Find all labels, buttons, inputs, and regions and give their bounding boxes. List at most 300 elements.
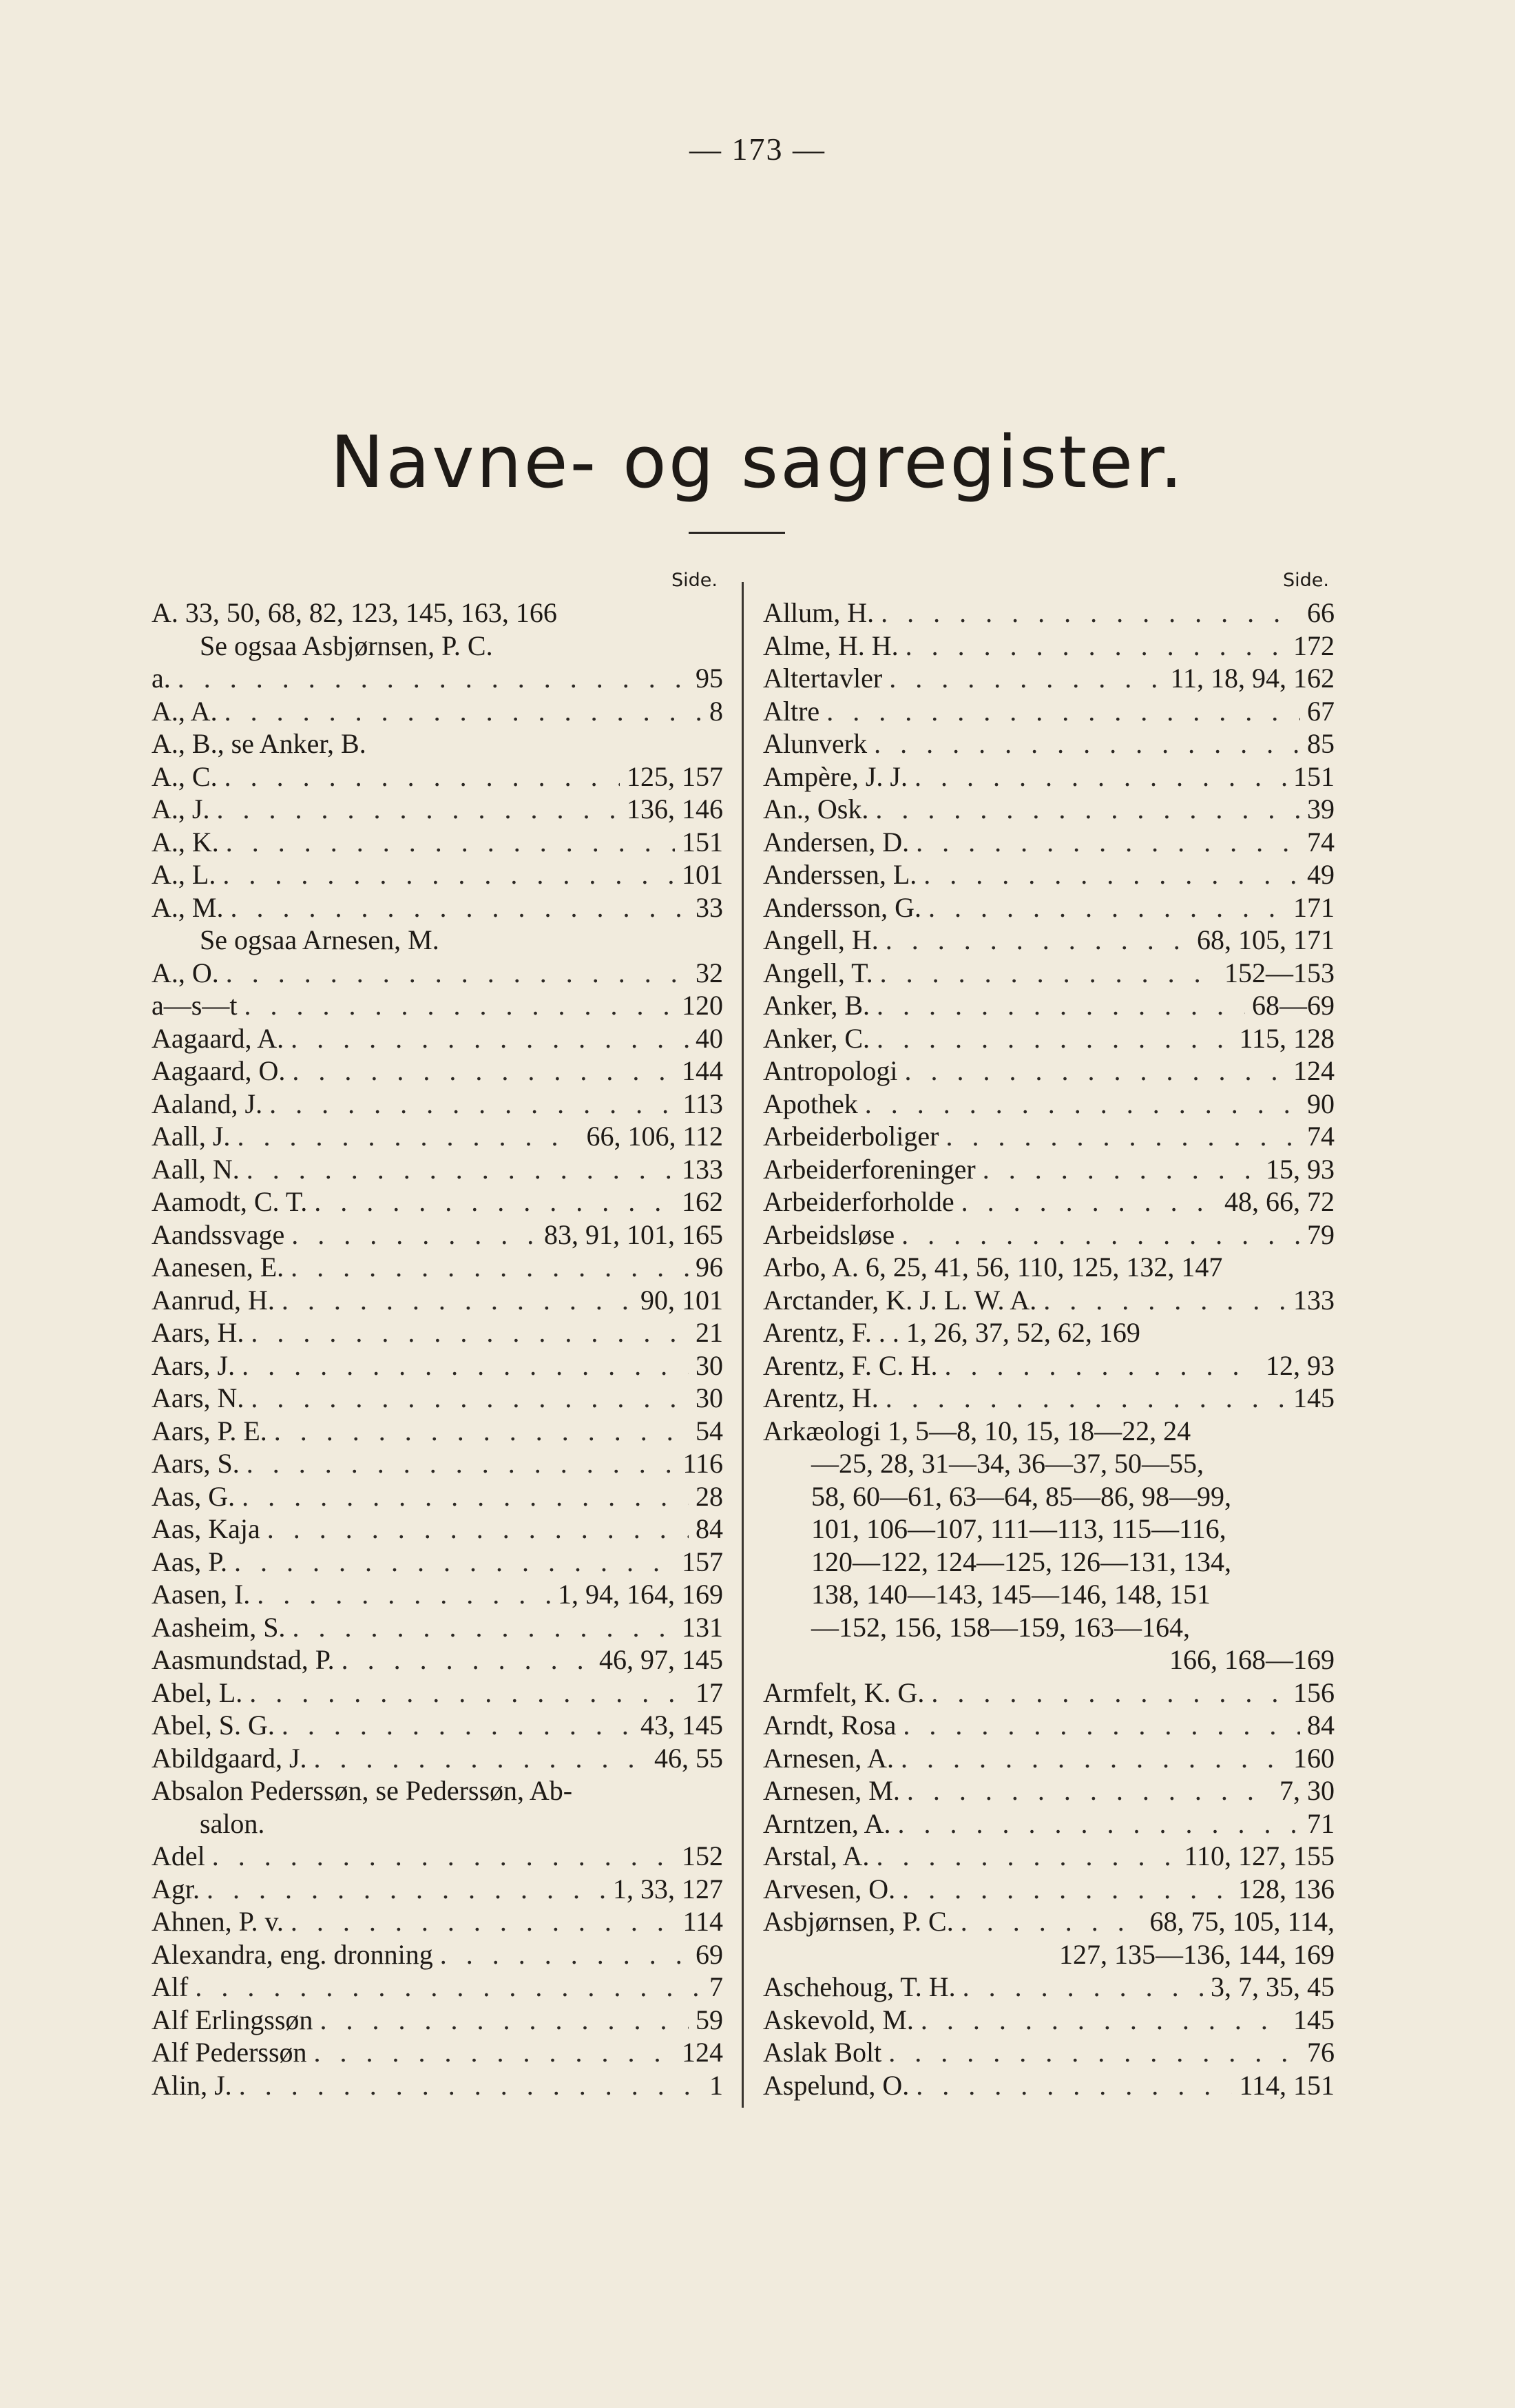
dot-leader [239,2069,702,2102]
entry-name: Arbeiderforeninger [763,1153,976,1185]
index-entry [152,1709,723,1742]
spacer [763,1938,1059,1971]
dot-leader [1043,1284,1286,1317]
index-entry [763,1807,1335,1840]
index-entry [152,1742,723,1775]
entry-pages: 136, 146 [627,793,723,824]
entry-pages: 90, 101 [640,1284,723,1316]
entry-name: Agr. [152,1873,200,1904]
entry-pages: 96 [696,1252,723,1283]
dot-leader [234,1546,675,1579]
entry-pages: 67 [1307,695,1335,727]
entry-text: Arbo, A. 6, 25, 41, 56, 110, 125, 132, 147 [763,1252,1223,1283]
entry-pages: 156 [1293,1677,1335,1708]
entry-name: Arentz, H. [763,1382,879,1413]
index-entry [763,1905,1335,1938]
index-entry [763,1185,1335,1218]
entry-name: Abildgaard, J. [152,1742,307,1774]
dot-leader [195,1971,702,2004]
entry-pages: 113 [682,1088,723,1119]
index-entry [763,1055,1335,1088]
entry-text: 101, 106—107, 111—113, 115—116, [811,1513,1226,1544]
entry-pages: 124 [1293,1055,1335,1086]
entry-name: Asbjørnsen, P. C. [763,1906,954,1937]
entry-name: Aamodt, C. T. [152,1186,308,1217]
index-entry [763,2004,1335,2037]
index-entry [763,1677,1335,1710]
entry-name: Alexandra, eng. dronning [152,1938,433,1970]
entry-pages: 66 [1307,597,1335,628]
dot-leader [212,1840,675,1873]
entry-pages: 166, 168—169 [1169,1644,1335,1675]
entry-pages: 101 [682,859,723,890]
entry-pages: 30 [696,1349,723,1381]
index-entry [763,727,1335,760]
dot-leader [903,1709,1300,1742]
dot-leader [901,1742,1286,1775]
entry-pages: 3, 7, 35, 45 [1211,1971,1335,2002]
dot-leader [886,924,1190,957]
entry-pages: 11, 18, 94, 162 [1170,663,1335,694]
entry-name: Angell, T. [763,957,873,988]
entry-name: A., A. [152,695,218,727]
entry-pages: 66, 106, 112 [586,1121,723,1152]
entry-pages: 157 [682,1546,723,1577]
entry-pages: 152 [682,1840,723,1871]
entry-pages: 46, 97, 145 [599,1644,723,1675]
dot-leader [898,1807,1300,1840]
entry-pages: 151 [682,826,723,858]
dot-leader [983,1153,1259,1186]
dot-leader [907,1774,1273,1807]
index-list-right [763,596,1335,2101]
entry-pages: 84 [1307,1710,1335,1741]
dot-leader [923,858,1300,891]
entry-name: a—s—t [152,990,238,1021]
entry-name: A., L. [152,859,216,890]
index-entry [152,989,723,1022]
index-entry [152,1415,723,1448]
entry-name: Aagaard, O. [152,1055,286,1086]
index-entry [763,596,1335,630]
entry-pages: 76 [1307,2037,1335,2068]
entry-pages: 110, 127, 155 [1184,1840,1335,1871]
index-entry [763,1873,1335,1906]
dot-leader [886,1382,1286,1415]
entry-pages: 120 [682,990,723,1021]
entry-pages: 43, 145 [640,1710,723,1741]
index-entry [763,891,1335,924]
index-entry [763,1840,1335,1873]
dot-leader [282,1709,634,1742]
index-entry [152,662,723,695]
index-entry [763,1382,1335,1415]
dot-leader [916,2069,1232,2102]
index-entry [763,1349,1335,1382]
entry-pages: 114, 151 [1239,2069,1335,2101]
index-entry-continuation [763,1546,1335,1579]
entry-name: Aasen, I. [152,1579,251,1610]
dot-leader [342,1643,592,1677]
index-entry [152,1840,723,1873]
index-entry [152,1022,723,1055]
dot-leader [880,957,1218,990]
entry-name: Anderssen, L. [763,859,917,890]
index-entry [152,793,723,826]
entry-name: Abel, S. G. [152,1710,275,1741]
entry-name: Aas, Kaja [152,1513,260,1544]
index-entry [763,630,1335,663]
index-entry [152,1677,723,1710]
entry-name: Apothek [763,1088,858,1119]
index-entry [152,1120,723,1153]
entry-pages: 74 [1307,1121,1335,1152]
entry-pages: 145 [1293,2004,1335,2035]
entry-text: —152, 156, 158—159, 163—164, [811,1611,1190,1643]
entry-pages: 32 [696,957,723,988]
entry-text: —25, 28, 31—34, 36—37, 50—55, [811,1448,1204,1479]
dot-leader [906,630,1286,663]
entry-name: Ampère, J. J. [763,760,908,792]
index-entry [152,727,723,760]
entry-pages: 49 [1307,859,1335,890]
entry-name: Allum, H. [763,597,875,628]
dot-leader [207,1873,606,1906]
entry-name: A., C. [152,760,218,792]
index-entry-continuation [763,1480,1335,1513]
entry-name: A., O. [152,957,219,988]
spacer [763,1643,1169,1677]
entry-pages: 1, 33, 127 [613,1873,723,1904]
dot-leader [222,858,675,891]
entry-name: Arnesen, A. [763,1742,894,1774]
index-entry [152,1873,723,1906]
entry-name: Arbeidsløse [763,1218,895,1250]
entry-name: An., Osk. [763,793,869,824]
entry-pages: 28 [696,1480,723,1512]
dot-leader [224,760,620,793]
entry-name: Aschehoug, T. H. [763,1971,956,2002]
dot-leader [291,1218,537,1252]
entry-name: Aall, J. [152,1121,231,1152]
dot-leader [314,1185,675,1218]
entry-text: Arentz, F. . . 1, 26, 37, 52, 62, 169 [763,1317,1140,1348]
entry-text: Se ogsaa Asbjørnsen, P. C. [200,630,493,661]
index-entry [152,1513,723,1546]
index-entry-continuation [763,1643,1335,1677]
index-entry [152,2036,723,2069]
entry-pages: 128, 136 [1238,1873,1335,1904]
entry-pages: 114 [682,1906,723,1937]
entry-pages: 116 [682,1448,723,1479]
entry-name: Aandssvage [152,1218,285,1250]
entry-text: salon. [200,1807,265,1839]
entry-pages: 1 [709,2069,723,2101]
entry-text: Absalon Pederssøn, se Pederssøn, Ab- [152,1775,573,1806]
side-label: Side. [671,570,718,591]
entry-name: Adel [152,1840,205,1871]
dot-leader [889,662,1163,695]
entry-pages: 69 [696,1938,723,1970]
index-entry [152,1971,723,2004]
entry-name: Aanesen, E. [152,1252,284,1283]
entry-name: a. [152,663,171,694]
index-entry [763,826,1335,859]
entry-name: Andersen, D. [763,826,910,858]
index-entry [763,1022,1335,1055]
entry-text: Se ogsaa Arnesen, M. [200,924,439,955]
entry-text: A., B., se Anker, B. [152,728,366,759]
entry-pages: 162 [682,1186,723,1217]
dot-leader [226,957,689,990]
index-entry [152,1905,723,1938]
index-entry [763,662,1335,695]
dot-leader [226,826,675,859]
dot-leader [247,1447,676,1480]
entry-pages: 7, 30 [1279,1775,1335,1806]
entry-pages: 115, 128 [1239,1022,1335,1054]
entry-pages: 172 [1293,630,1335,661]
entry-name: Aas, G. [152,1480,236,1512]
entry-pages: 151 [1293,760,1335,792]
index-entry [763,793,1335,826]
index-entry [152,1349,723,1382]
entry-pages: 79 [1307,1218,1335,1250]
index-entry [152,1546,723,1579]
index-entry-continuation [152,630,723,663]
index-entry [152,1578,723,1611]
entry-name: Aas, P. [152,1546,228,1577]
index-entry [763,2036,1335,2069]
entry-pages: 21 [696,1317,723,1348]
entry-name: A., M. [152,891,224,923]
entry-pages: 71 [1307,1807,1335,1839]
index-entry [763,1284,1335,1317]
entry-name: Alunverk [763,728,868,759]
dot-leader [274,1415,689,1448]
entry-name: Arnesen, M. [763,1775,900,1806]
entry-name: Andersson, G. [763,891,921,923]
entry-name: Aars, H. [152,1317,244,1348]
dot-leader [875,793,1300,826]
entry-pages: 90 [1307,1088,1335,1119]
entry-name: Alf [152,1971,189,2002]
index-entry [152,1938,723,1971]
dot-leader [291,1022,689,1055]
entry-name: Alin, J. [152,2069,232,2101]
entry-name: Aall, N. [152,1153,240,1185]
index-entry [152,826,723,859]
index-entry [152,695,723,728]
entry-name: Altertavler [763,663,883,694]
entry-pages: 83, 91, 101, 165 [544,1218,723,1250]
index-entry [152,1185,723,1218]
entry-name: Aanrud, H. [152,1284,275,1316]
entry-name: Aars, J. [152,1349,236,1381]
index-entry [763,1415,1335,1448]
entry-name: Arntzen, A. [763,1807,891,1839]
entry-name: Angell, H. [763,924,879,955]
entry-pages: 59 [696,2004,723,2035]
index-entry-continuation [763,1938,1335,1971]
entry-pages: 48, 66, 72 [1224,1186,1335,1217]
entry-pages: 30 [696,1382,723,1413]
index-entry [763,1088,1335,1121]
entry-name: Aagaard, A. [152,1022,284,1054]
entry-pages: 68, 105, 171 [1197,924,1335,955]
dot-leader [282,1284,634,1317]
entry-pages: 17 [696,1677,723,1708]
index-entry [152,1480,723,1513]
title-rule [689,532,785,534]
entry-name: Arstal, A. [763,1840,870,1871]
index-entry-continuation [763,1513,1335,1546]
entry-pages: 39 [1307,793,1335,824]
entry-pages: 145 [1293,1382,1335,1413]
entry-name: Arndt, Rosa [763,1710,897,1741]
entry-name: A., K. [152,826,219,858]
entry-pages: 1, 94, 164, 169 [558,1579,723,1610]
dot-leader [314,1742,647,1775]
index-entry [152,1088,723,1121]
entry-name: Antropologi [763,1055,898,1086]
column-divider [742,582,744,2108]
dot-leader [881,596,1300,630]
entry-pages: 54 [696,1415,723,1446]
entry-name: Arbeiderboliger [763,1121,939,1152]
entry-pages: 133 [1293,1284,1335,1316]
entry-pages: 171 [1293,891,1335,923]
dot-leader [888,2036,1300,2069]
entry-text: A. 33, 50, 68, 82, 123, 145, 163, 166 [152,597,557,628]
index-entry [152,1251,723,1284]
dot-leader [905,1055,1286,1088]
index-column-right [763,565,1335,2101]
dot-leader [944,1349,1259,1382]
index-entry [763,1709,1335,1742]
dot-leader [874,727,1300,760]
entry-text: 120—122, 124—125, 126—131, 134, [811,1546,1231,1577]
index-entry-continuation [152,1807,723,1840]
dot-leader [178,662,689,695]
entry-name: Aars, N. [152,1382,244,1413]
index-list-left [152,596,723,2101]
entry-name: Arctander, K. J. L. W. A. [763,1284,1037,1316]
index-entry [763,2069,1335,2102]
dot-leader [269,1088,676,1121]
index-entry [763,989,1335,1022]
entry-pages: 84 [696,1513,723,1544]
dot-leader [963,1971,1204,2004]
entry-pages: 127, 135—136, 144, 169 [1059,1938,1335,1970]
dot-leader [292,1055,675,1088]
dot-leader [216,793,620,826]
index-entry [152,760,723,793]
index-entry [152,1382,723,1415]
index-entry [763,760,1335,793]
dot-leader [901,1218,1300,1252]
dot-leader [291,1905,676,1938]
side-label: Side. [1283,570,1329,591]
index-entry [152,858,723,891]
entry-pages: 8 [709,695,723,727]
entry-pages: 7 [709,1971,723,2002]
entry-pages: 95 [696,663,723,694]
entry-pages: 124 [682,2037,723,2068]
dot-leader [242,1480,689,1513]
entry-name: Alf Erlingssøn [152,2004,313,2035]
dot-leader [249,1677,689,1710]
entry-pages: 144 [682,1055,723,1086]
entry-name: Aaland, J. [152,1088,263,1119]
dot-leader [237,1120,579,1153]
index-entry [763,695,1335,728]
entry-text: Arkæologi 1, 5—8, 10, 15, 18—22, 24 [763,1415,1191,1446]
entry-name: Aspelund, O. [763,2069,910,2101]
entry-pages: 12, 93 [1266,1349,1335,1381]
dot-leader [230,891,689,924]
entry-name: Askevold, M. [763,2004,914,2035]
index-entry [763,1774,1335,1807]
index-entry [152,1316,723,1349]
index-entry-continuation [763,1447,1335,1480]
dot-leader [826,695,1300,728]
entry-text: 138, 140—143, 145—146, 148, 151 [811,1579,1211,1610]
dot-leader [292,1611,675,1644]
dot-leader [244,989,675,1022]
entry-pages: 125, 157 [627,760,723,792]
index-entry [152,1284,723,1317]
dot-leader [291,1251,689,1284]
dot-leader [877,989,1245,1022]
index-entry-continuation [763,1578,1335,1611]
dot-leader [961,1185,1218,1218]
index-entry [763,858,1335,891]
index-entry [763,1742,1335,1775]
entry-pages: 68—69 [1252,990,1335,1021]
entry-name: Aslak Bolt [763,2037,882,2068]
index-entry [152,1611,723,1644]
dot-leader [915,760,1286,793]
dot-leader [314,2036,675,2069]
entry-text: 58, 60—61, 63—64, 85—86, 98—99, [811,1480,1231,1512]
entry-name: Armfelt, K. G. [763,1677,925,1708]
page-number: — 173 — [689,132,826,167]
index-entry [763,1971,1335,2004]
entry-name: Aasheim, S. [152,1611,286,1643]
entry-name: Altre [763,695,820,727]
entry-name: Ahnen, P. v. [152,1906,284,1937]
entry-name: Anker, C. [763,1022,870,1054]
dot-leader [267,1513,689,1546]
index-entry [152,891,723,924]
dot-leader [921,2004,1286,2037]
dot-leader [928,891,1286,924]
index-entry-continuation [152,924,723,957]
entry-pages: 74 [1307,826,1335,858]
entry-pages: 68, 75, 105, 114, [1149,1906,1335,1937]
entry-pages: 46, 55 [654,1742,723,1774]
entry-pages: 33 [696,891,723,923]
entry-name: Alme, H. H. [763,630,899,661]
index-entry [152,1055,723,1088]
dot-leader [945,1120,1300,1153]
index-entry [152,1153,723,1186]
index-entry [763,957,1335,990]
index-entry [763,1120,1335,1153]
index-entry [152,2004,723,2037]
entry-pages: 152—153 [1224,957,1335,988]
